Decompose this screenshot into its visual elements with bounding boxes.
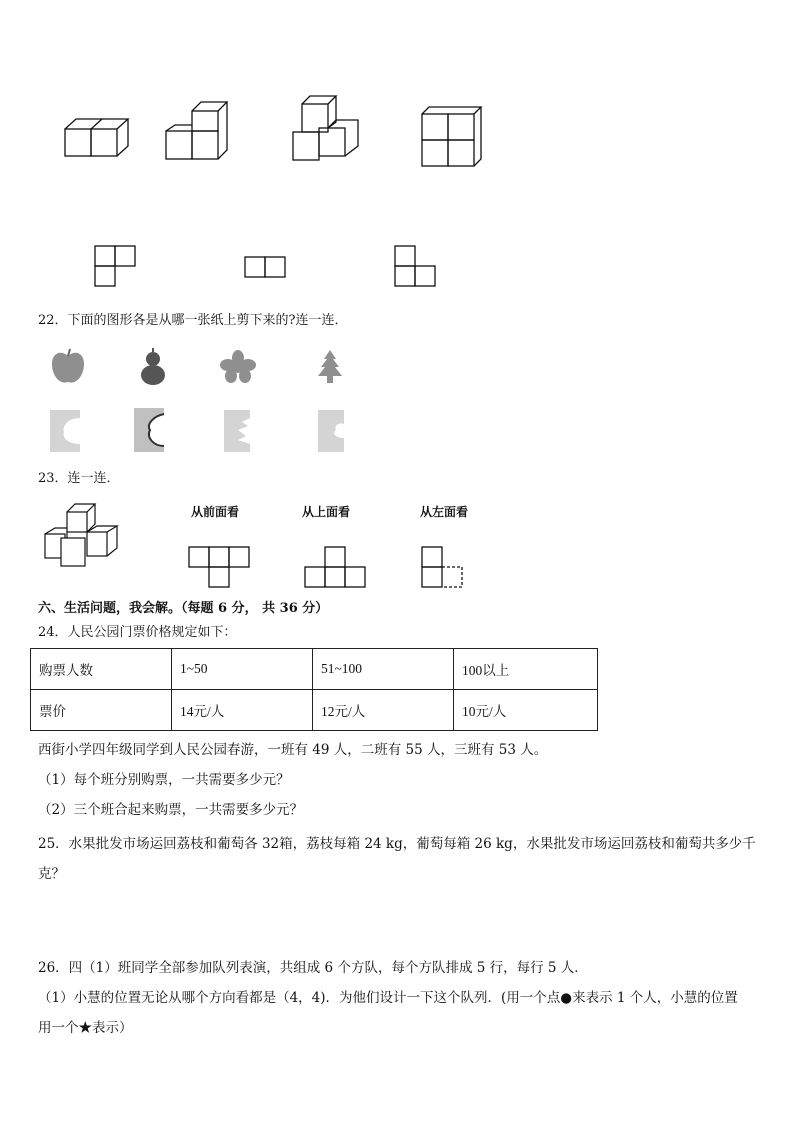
- table-cell: 购票人数: [31, 649, 172, 690]
- flower-shape: [220, 350, 256, 384]
- q22-title: 22．下面的图形各是从哪一张纸上剪下来的?连一连．: [38, 313, 348, 328]
- view-label-front: 从前面看: [191, 505, 240, 519]
- left-view-shape: [421, 546, 465, 588]
- paper-cut-2: [134, 408, 164, 452]
- q24-part2: （2）三个班合起来购票，一共需要多少元？: [38, 802, 304, 818]
- apple-shape: [50, 348, 86, 386]
- table-cell: 100以上: [454, 649, 598, 690]
- view-shape-2: [244, 256, 286, 278]
- view-shape-1: [94, 245, 136, 287]
- q24-part1: （1）每个班分别购票，一共需要多少元？: [38, 772, 290, 788]
- q23-title: 23．连一连．: [38, 471, 120, 486]
- q26-part1-line1: （1）小慧的位置无论从哪个方向看都是（4，4)．为他们设计一下这个队列．(用一个点●来表示 1 个人，小慧的位置: [38, 990, 738, 1006]
- table-cell: 12元/人: [313, 690, 454, 731]
- table-cell: 10元/人: [454, 690, 598, 731]
- view-shape-3: [394, 245, 436, 287]
- cube-figure-2: [165, 100, 227, 162]
- q26-part1-line2: 用一个★表示）: [38, 1020, 133, 1036]
- view-label-left: 从左面看: [420, 505, 469, 519]
- gourd-shape: [138, 348, 168, 386]
- q24-title: 24．人民公园门票价格规定如下：: [38, 625, 237, 640]
- ticket-price-table: [30, 648, 598, 731]
- paper-cut-4: [318, 410, 344, 452]
- top-view-shape: [304, 546, 368, 588]
- table-cell: 票价: [31, 690, 172, 731]
- cube-figure-1: [64, 116, 126, 160]
- cube-figure-4: [421, 106, 483, 168]
- tree-shape: [314, 350, 346, 384]
- paper-cut-3: [224, 410, 250, 452]
- table-row: [31, 649, 598, 690]
- cube-stack-figure: [43, 500, 121, 570]
- view-label-top: 从上面看: [302, 505, 351, 519]
- q24-context: 西街小学四年级同学到人民公园春游，一班有 49 人，二班有 55 人，三班有 53 人。: [38, 742, 548, 758]
- section-6-title: 六、生活问题，我会解。（每题 6 分， 共 36 分）: [38, 601, 329, 616]
- table-cell: 1~50: [172, 649, 313, 690]
- cube-figure-3: [292, 94, 362, 164]
- q25-line1: 25．水果批发市场运回荔枝和葡萄各 32箱，荔枝每箱 24 kg，葡萄每箱 26 kg，水果批发市场运回荔枝和葡萄共多少千: [38, 836, 756, 852]
- paper-cut-1: [50, 410, 80, 452]
- table-cell: 51~100: [313, 649, 454, 690]
- q25-line2: 克？: [38, 866, 65, 882]
- front-view-shape: [188, 546, 252, 588]
- q26-title: 26．四（1）班同学全部参加队列表演，共组成 6 个方队，每个方队排成 5 行，每行 5 人．: [38, 960, 588, 976]
- table-cell: 14元/人: [172, 690, 313, 731]
- table-row: [31, 690, 598, 731]
